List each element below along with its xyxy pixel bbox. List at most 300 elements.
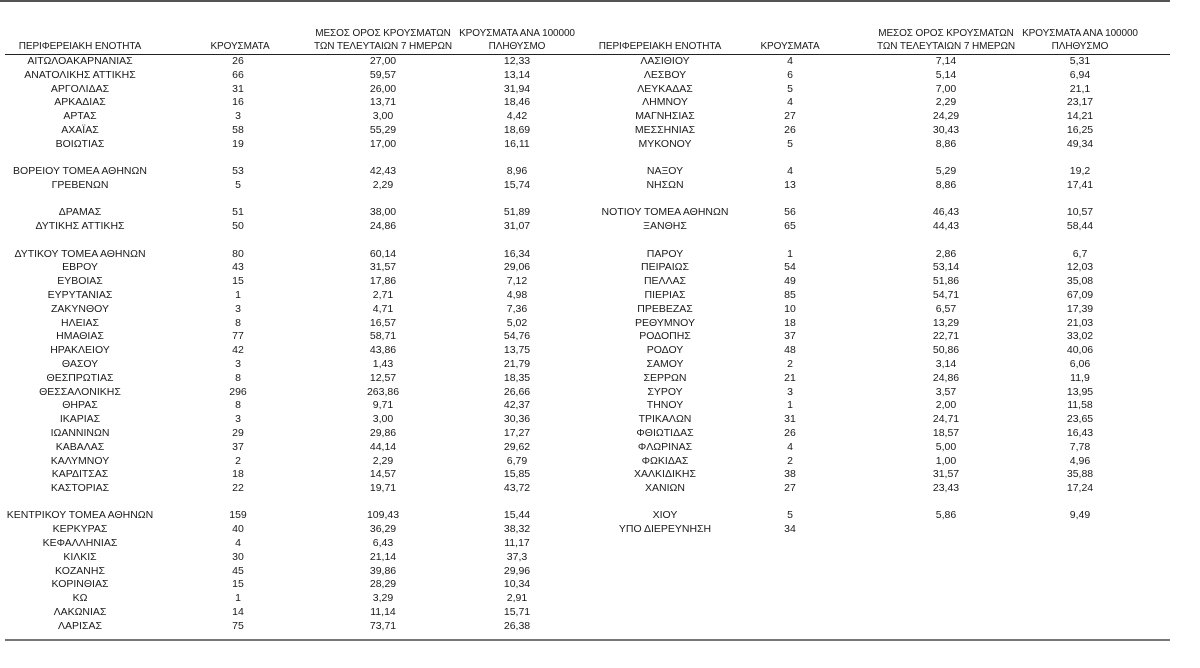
- cases-value: 22: [232, 482, 244, 495]
- avg7-value: 7,14: [935, 55, 957, 67]
- cases-value: 66: [232, 68, 244, 81]
- avg7-value: 58,71: [369, 330, 397, 343]
- table-row: [590, 468, 1170, 482]
- per100k-value: 21,79: [503, 357, 531, 370]
- table-row: [590, 248, 1170, 262]
- avg7-value: 2,29: [372, 454, 394, 467]
- avg7-value: 50,86: [932, 344, 960, 357]
- cases-value: 31: [784, 413, 796, 426]
- table-row: [5, 179, 590, 193]
- region-name: ΠΕΙΡΑΙΩΣ: [641, 261, 689, 274]
- region-name: ΑΡΚΑΔΙΑΣ: [54, 96, 106, 109]
- avg7-value: 2,71: [372, 288, 394, 301]
- table-row: [5, 441, 590, 455]
- region-name: ΧΑΝΙΩΝ: [645, 482, 685, 495]
- per100k-value: 15,44: [503, 509, 531, 522]
- per100k-value: 33,02: [1066, 330, 1094, 343]
- region-name: ΚΟΖΑΝΗΣ: [55, 564, 105, 577]
- per100k-value: 29,06: [503, 261, 531, 274]
- table-row: [5, 455, 590, 469]
- per100k-value: 6,79: [506, 454, 528, 467]
- table-row: [590, 124, 1170, 138]
- table-row: [5, 592, 590, 606]
- per100k-value: 6,94: [1069, 68, 1091, 81]
- avg7-value: 2,86: [935, 247, 957, 260]
- table-row: [5, 509, 590, 523]
- cases-value: 38: [784, 468, 796, 481]
- table-row: [590, 289, 1170, 303]
- region-name: ΦΘΙΩΤΙΔΑΣ: [636, 426, 694, 439]
- avg7-value: 60,14: [369, 247, 397, 260]
- cases-value: 54: [784, 261, 796, 274]
- table-row: [590, 344, 1170, 358]
- region-name: ΑΡΤΑΣ: [63, 110, 97, 123]
- region-name: ΕΒΡΟΥ: [62, 261, 98, 274]
- cases-value: 29: [232, 426, 244, 439]
- avg7-value: 13,71: [369, 96, 397, 109]
- per100k-value: 15,85: [503, 468, 531, 481]
- table-row: [590, 386, 1170, 400]
- per100k-value: 21,1: [1069, 82, 1091, 95]
- per100k-value: 7,78: [1069, 440, 1091, 453]
- region-name: ΕΥΡΥΤΑΝΙΑΣ: [47, 288, 113, 301]
- table-row: [5, 620, 590, 634]
- avg7-value: 17,00: [369, 137, 397, 150]
- header-per100k-line2: ΠΛΗΘΥΣΜΟ: [1051, 41, 1109, 52]
- table-row: [5, 578, 590, 592]
- region-name: ΛΕΥΚΑΔΑΣ: [637, 82, 693, 95]
- region-name: ΡΟΔΟΥ: [646, 344, 684, 357]
- table-row: [590, 330, 1170, 344]
- table-row: [590, 399, 1170, 413]
- cases-value: 296: [229, 385, 247, 398]
- table-row: [5, 551, 590, 565]
- header-per100k-line1: ΚΡΟΥΣΜΑΤΑ ΑΝΑ 100000: [459, 28, 575, 39]
- cases-value: 4: [787, 440, 793, 453]
- avg7-value: 5,86: [935, 509, 957, 522]
- table-row: [5, 537, 590, 551]
- region-name: ΚΑΛΥΜΝΟΥ: [50, 454, 110, 467]
- avg7-value: 22,71: [932, 330, 960, 343]
- region-name: ΦΩΚΙΔΑΣ: [641, 454, 689, 467]
- avg7-value: 5,14: [935, 68, 957, 81]
- avg7-value: 7,00: [935, 82, 957, 95]
- avg7-value: 2,29: [935, 96, 957, 109]
- avg7-value: 24,86: [369, 220, 397, 233]
- table-header: [590, 24, 1170, 55]
- per100k-value: 10,34: [503, 578, 531, 591]
- cases-value: 18: [784, 316, 796, 329]
- region-name: ΖΑΚΥΝΘΟΥ: [50, 302, 109, 315]
- region-name: ΝΟΤΙΟΥ ΤΟΜΕΑ ΑΘΗΝΩΝ: [601, 206, 729, 219]
- cases-value: 26: [784, 426, 796, 439]
- region-name: ΧΑΛΚΙΔΙΚΗΣ: [634, 468, 696, 481]
- per100k-value: 29,62: [503, 440, 531, 453]
- per100k-value: 16,11: [504, 137, 530, 150]
- cases-value: 3: [235, 302, 241, 315]
- region-name: ΛΑΣΙΘΙΟΥ: [640, 55, 690, 67]
- header-cases: ΚΡΟΥΣΜΑΤΑ: [760, 41, 820, 52]
- per100k-value: 17,41: [1066, 178, 1094, 191]
- region-name: ΚΕΦΑΛΛΗΝΙΑΣ: [42, 537, 118, 550]
- header-per100k: [457, 27, 577, 53]
- per100k-value: 19,2: [1069, 165, 1091, 178]
- region-name: ΕΥΒΟΙΑΣ: [57, 275, 103, 288]
- per100k-value: 18,69: [503, 123, 531, 136]
- table-row: [5, 69, 590, 83]
- cases-value: 4: [787, 55, 793, 67]
- region-name: ΚΩ: [72, 592, 88, 605]
- region-name: ΙΩΑΝΝΙΝΩΝ: [50, 426, 110, 439]
- cases-value: 85: [784, 288, 796, 301]
- avg7-value: 3,57: [935, 385, 957, 398]
- per100k-value: 26,66: [503, 385, 531, 398]
- header-avg7: [303, 27, 463, 53]
- region-name: ΡΟΔΟΠΗΣ: [639, 330, 691, 343]
- per100k-value: 16,25: [1066, 123, 1094, 136]
- table-row: [590, 441, 1170, 455]
- per100k-value: 18,35: [503, 371, 531, 384]
- per100k-value: 31,07: [503, 220, 531, 233]
- avg7-value: 16,57: [369, 316, 397, 329]
- cases-value: 18: [232, 468, 244, 481]
- table-row: [590, 413, 1170, 427]
- avg7-value: 21,14: [369, 550, 397, 563]
- avg7-value: 1,00: [935, 454, 957, 467]
- cases-value: 49: [784, 275, 796, 288]
- region-name: ΑΙΤΩΛΟΑΚΑΡΝΑΝΙΑΣ: [27, 55, 133, 67]
- header-per100k-line1: ΚΡΟΥΣΜΑΤΑ ΑΝΑ 100000: [1022, 28, 1138, 39]
- per100k-value: 15,74: [503, 178, 531, 191]
- avg7-value: 43,86: [369, 344, 397, 357]
- per100k-value: 18,46: [503, 96, 531, 109]
- per100k-value: 26,38: [503, 619, 531, 632]
- cases-value: 4: [787, 96, 793, 109]
- table-header: [5, 24, 590, 55]
- per100k-value: 10,57: [1066, 206, 1094, 219]
- avg7-value: 23,43: [932, 482, 960, 495]
- cases-value: 10: [784, 302, 796, 315]
- cases-value: 4: [235, 537, 241, 550]
- table-row: [5, 96, 590, 110]
- avg7-value: 3,14: [935, 357, 957, 370]
- cases-value: 27: [784, 482, 796, 495]
- cases-value: 30: [232, 550, 244, 563]
- cases-value: 56: [784, 206, 796, 219]
- region-name: ΣΥΡΟΥ: [647, 385, 683, 398]
- avg7-value: 17,86: [369, 275, 397, 288]
- region-name: ΑΝΑΤΟΛΙΚΗΣ ΑΤΤΙΚΗΣ: [24, 68, 136, 81]
- cases-value: 5: [787, 137, 793, 150]
- avg7-value: 53,14: [932, 261, 960, 274]
- cases-value: 8: [235, 399, 241, 412]
- avg7-value: 5,29: [935, 165, 957, 178]
- cases-value: 3: [235, 110, 241, 123]
- table-row: [590, 96, 1170, 110]
- cases-value: 8: [235, 371, 241, 384]
- table-row: [590, 275, 1170, 289]
- per100k-value: 23,17: [1066, 96, 1094, 109]
- table-body: [5, 55, 590, 634]
- per100k-value: 7,12: [506, 275, 528, 288]
- per100k-value: 67,09: [1066, 288, 1094, 301]
- avg7-value: 2,29: [372, 178, 394, 191]
- avg7-value: 13,29: [932, 316, 960, 329]
- table-row: [590, 358, 1170, 372]
- per100k-value: 35,08: [1066, 275, 1094, 288]
- table-row: [590, 509, 1170, 523]
- per100k-value: 17,27: [503, 426, 531, 439]
- region-name: ΚΑΣΤΟΡΙΑΣ: [50, 482, 110, 495]
- table-row: [590, 138, 1170, 152]
- avg7-value: 263,86: [366, 385, 400, 398]
- avg7-value: 42,43: [369, 165, 397, 178]
- header-per100k-line2: ΠΛΗΘΥΣΜΟ: [488, 41, 546, 52]
- avg7-value: 3,00: [372, 110, 394, 123]
- per100k-value: 16,34: [503, 247, 531, 260]
- table-row: [590, 317, 1170, 331]
- header-region: ΠΕΡΙΦΕΡΕΙΑΚΗ ΕΝΟΤΗΤΑ: [598, 41, 722, 52]
- avg7-value: 11,14: [370, 606, 396, 619]
- avg7-value: 6,43: [372, 537, 394, 550]
- avg7-value: 9,71: [372, 399, 394, 412]
- cases-value: 58: [232, 123, 244, 136]
- per100k-value: 11,9: [1070, 371, 1090, 384]
- region-name: ΗΜΑΘΙΑΣ: [56, 330, 104, 343]
- region-name: ΚΟΡΙΝΘΙΑΣ: [51, 578, 109, 591]
- per100k-value: 4,96: [1069, 454, 1091, 467]
- per100k-value: 4,42: [506, 110, 528, 123]
- region-name: ΓΡΕΒΕΝΩΝ: [51, 178, 109, 191]
- per100k-value: 11,58: [1067, 399, 1093, 412]
- avg7-value: 27,00: [369, 55, 397, 67]
- region-name: ΠΕΛΛΑΣ: [643, 275, 687, 288]
- avg7-value: 30,43: [932, 123, 960, 136]
- region-name: ΗΛΕΙΑΣ: [60, 316, 99, 329]
- region-name: ΛΗΜΝΟΥ: [642, 96, 688, 109]
- region-name: ΛΑΚΩΝΙΑΣ: [53, 606, 107, 619]
- per100k-value: 31,94: [503, 82, 531, 95]
- avg7-value: 29,86: [369, 426, 397, 439]
- per100k-value: 58,44: [1066, 220, 1094, 233]
- table-row: [590, 220, 1170, 234]
- cases-value: 40: [232, 523, 244, 536]
- table-row: [5, 261, 590, 275]
- avg7-value: 1,43: [372, 357, 394, 370]
- table-row: [590, 261, 1170, 275]
- per100k-value: 13,14: [503, 68, 531, 81]
- avg7-value: 59,57: [369, 68, 397, 81]
- per100k-value: 7,36: [506, 302, 528, 315]
- cases-value: 15: [232, 578, 244, 591]
- table-row: [5, 110, 590, 124]
- table-row: [5, 220, 590, 234]
- avg7-value: 14,57: [369, 468, 397, 481]
- cases-value: 37: [784, 330, 796, 343]
- avg7-value: 3,00: [372, 413, 394, 426]
- table-row: [5, 317, 590, 331]
- table-row: [5, 413, 590, 427]
- per100k-value: 15,71: [503, 606, 531, 619]
- cases-value: 51: [232, 206, 244, 219]
- per100k-value: 17,39: [1066, 302, 1094, 315]
- avg7-value: 26,00: [369, 82, 397, 95]
- cases-value: 1: [787, 399, 793, 412]
- avg7-value: 51,86: [932, 275, 960, 288]
- region-name: ΠΑΡΟΥ: [646, 247, 684, 260]
- cases-value: 2: [787, 357, 793, 370]
- region-name: ΘΕΣΣΑΛΟΝΙΚΗΣ: [39, 385, 121, 398]
- avg7-value: 6,57: [935, 302, 957, 315]
- cases-value: 26: [784, 123, 796, 136]
- table-row: [590, 55, 1170, 69]
- table-row: [5, 83, 590, 97]
- avg7-value: 55,29: [369, 123, 397, 136]
- header-per100k: [1020, 27, 1140, 53]
- table-row: [5, 289, 590, 303]
- table-body: [590, 55, 1170, 537]
- avg7-value: 73,71: [369, 619, 397, 632]
- per100k-value: 14,21: [1066, 110, 1094, 123]
- avg7-value: 12,57: [369, 371, 397, 384]
- cases-value: 3: [235, 357, 241, 370]
- per100k-value: 12,33: [503, 55, 531, 67]
- per100k-value: 43,72: [503, 482, 531, 495]
- per100k-value: 4,98: [506, 288, 528, 301]
- avg7-value: 24,86: [932, 371, 960, 384]
- region-name: ΑΡΓΟΛΙΔΑΣ: [50, 82, 110, 95]
- avg7-value: 31,57: [932, 468, 960, 481]
- cases-value: 5: [787, 82, 793, 95]
- cases-value: 13: [784, 178, 796, 191]
- avg7-value: 2,00: [935, 399, 957, 412]
- cases-value: 48: [784, 344, 796, 357]
- table-row: [590, 179, 1170, 193]
- region-name: ΣΑΜΟΥ: [646, 357, 684, 370]
- table-row: [5, 248, 590, 262]
- cases-value: 53: [232, 165, 244, 178]
- avg7-value: 54,71: [932, 288, 960, 301]
- per100k-value: 13,75: [503, 344, 531, 357]
- cases-value: 5: [235, 178, 241, 191]
- cases-value: 4: [787, 165, 793, 178]
- region-name: ΗΡΑΚΛΕΙΟΥ: [50, 344, 110, 357]
- avg7-value: 38,00: [369, 206, 397, 219]
- per100k-value: 35,88: [1066, 468, 1094, 481]
- table-row: [5, 330, 590, 344]
- region-name: ΚΑΒΑΛΑΣ: [55, 440, 105, 453]
- region-name: ΜΕΣΣΗΝΙΑΣ: [634, 123, 696, 136]
- cases-value: 50: [232, 220, 244, 233]
- table-row: [590, 523, 1170, 537]
- per100k-value: 2,91: [506, 592, 528, 605]
- region-name: ΙΚΑΡΙΑΣ: [59, 413, 101, 426]
- cases-value: 3: [787, 385, 793, 398]
- cases-value: 43: [232, 261, 244, 274]
- region-name: ΚΙΛΚΙΣ: [63, 550, 97, 563]
- cases-value: 1: [235, 288, 241, 301]
- table-row: [5, 55, 590, 69]
- header-cases: ΚΡΟΥΣΜΑΤΑ: [210, 41, 270, 52]
- per100k-value: 49,34: [1066, 137, 1094, 150]
- avg7-value: 46,43: [932, 206, 960, 219]
- region-name: ΔΡΑΜΑΣ: [58, 206, 102, 219]
- avg7-value: 109,43: [366, 509, 400, 522]
- region-name: ΛΕΣΒΟΥ: [643, 68, 687, 81]
- cases-value: 2: [235, 454, 241, 467]
- table-row: [5, 372, 590, 386]
- cases-value: 1: [787, 247, 793, 260]
- region-name: ΒΟΙΩΤΙΑΣ: [55, 137, 105, 150]
- region-name: ΒΟΡΕΙΟΥ ΤΟΜΕΑ ΑΘΗΝΩΝ: [13, 165, 147, 178]
- per100k-value: 40,06: [1066, 344, 1094, 357]
- cases-value: 65: [784, 220, 796, 233]
- avg7-value: 4,71: [372, 302, 394, 315]
- cases-value: 21: [784, 371, 796, 384]
- cases-value: 26: [232, 55, 244, 67]
- table-row: [590, 427, 1170, 441]
- per100k-value: 5,02: [506, 316, 528, 329]
- avg7-value: 39,86: [369, 564, 397, 577]
- per100k-value: 5,31: [1069, 55, 1091, 67]
- table-row: [5, 606, 590, 620]
- cases-value: 16: [232, 96, 244, 109]
- table-row: [5, 523, 590, 537]
- cases-value: 42: [232, 344, 244, 357]
- table-row: [590, 69, 1170, 83]
- table-row: [590, 303, 1170, 317]
- region-name: ΘΗΡΑΣ: [62, 399, 98, 412]
- header-region: ΠΕΡΙΦΕΡΕΙΑΚΗ ΕΝΟΤΗΤΑ: [18, 41, 142, 52]
- per100k-value: 37,3: [506, 550, 528, 563]
- bottom-rule: [5, 639, 1170, 641]
- avg7-value: 31,57: [369, 261, 397, 274]
- cases-value: 3: [235, 413, 241, 426]
- avg7-value: 18,57: [932, 426, 960, 439]
- per100k-value: 29,96: [503, 564, 531, 577]
- region-name: ΦΛΩΡΙΝΑΣ: [637, 440, 693, 453]
- cases-value: 8: [235, 316, 241, 329]
- cases-value: 15: [232, 275, 244, 288]
- cases-value: 80: [232, 247, 244, 260]
- region-name: ΘΕΣΠΡΩΤΙΑΣ: [46, 371, 114, 384]
- region-name: ΚΕΡΚΥΡΑΣ: [52, 523, 108, 536]
- region-name: ΞΑΝΘΗΣ: [643, 220, 687, 233]
- region-name: ΠΡΕΒΕΖΑΣ: [637, 302, 693, 315]
- per100k-value: 12,03: [1066, 261, 1094, 274]
- per100k-value: 38,32: [503, 523, 531, 536]
- avg7-value: 28,29: [369, 578, 397, 591]
- cases-value: 1: [235, 592, 241, 605]
- table-row: [5, 303, 590, 317]
- table-row: [5, 386, 590, 400]
- region-name: ΥΠΟ ΔΙΕΡΕΥΝΗΣΗ: [618, 523, 712, 536]
- cases-value: 31: [232, 82, 244, 95]
- cases-value: 34: [784, 523, 796, 536]
- cases-value: 77: [232, 330, 244, 343]
- region-name: ΝΑΞΟΥ: [646, 165, 684, 178]
- table-row: [590, 83, 1170, 97]
- per100k-value: 17,24: [1066, 482, 1094, 495]
- avg7-value: 3,29: [372, 592, 394, 605]
- table-row: [590, 110, 1170, 124]
- region-name: ΡΕΘΥΜΝΟΥ: [634, 316, 695, 329]
- region-name: ΘΑΣΟΥ: [61, 357, 99, 370]
- header-avg7-line2: ΤΩΝ ΤΕΛΕΥΤΑΙΩΝ 7 ΗΜΕΡΩΝ: [314, 41, 452, 52]
- avg7-value: 8,86: [935, 137, 957, 150]
- table-row: [5, 138, 590, 152]
- region-name: ΣΕΡΡΩΝ: [643, 371, 687, 384]
